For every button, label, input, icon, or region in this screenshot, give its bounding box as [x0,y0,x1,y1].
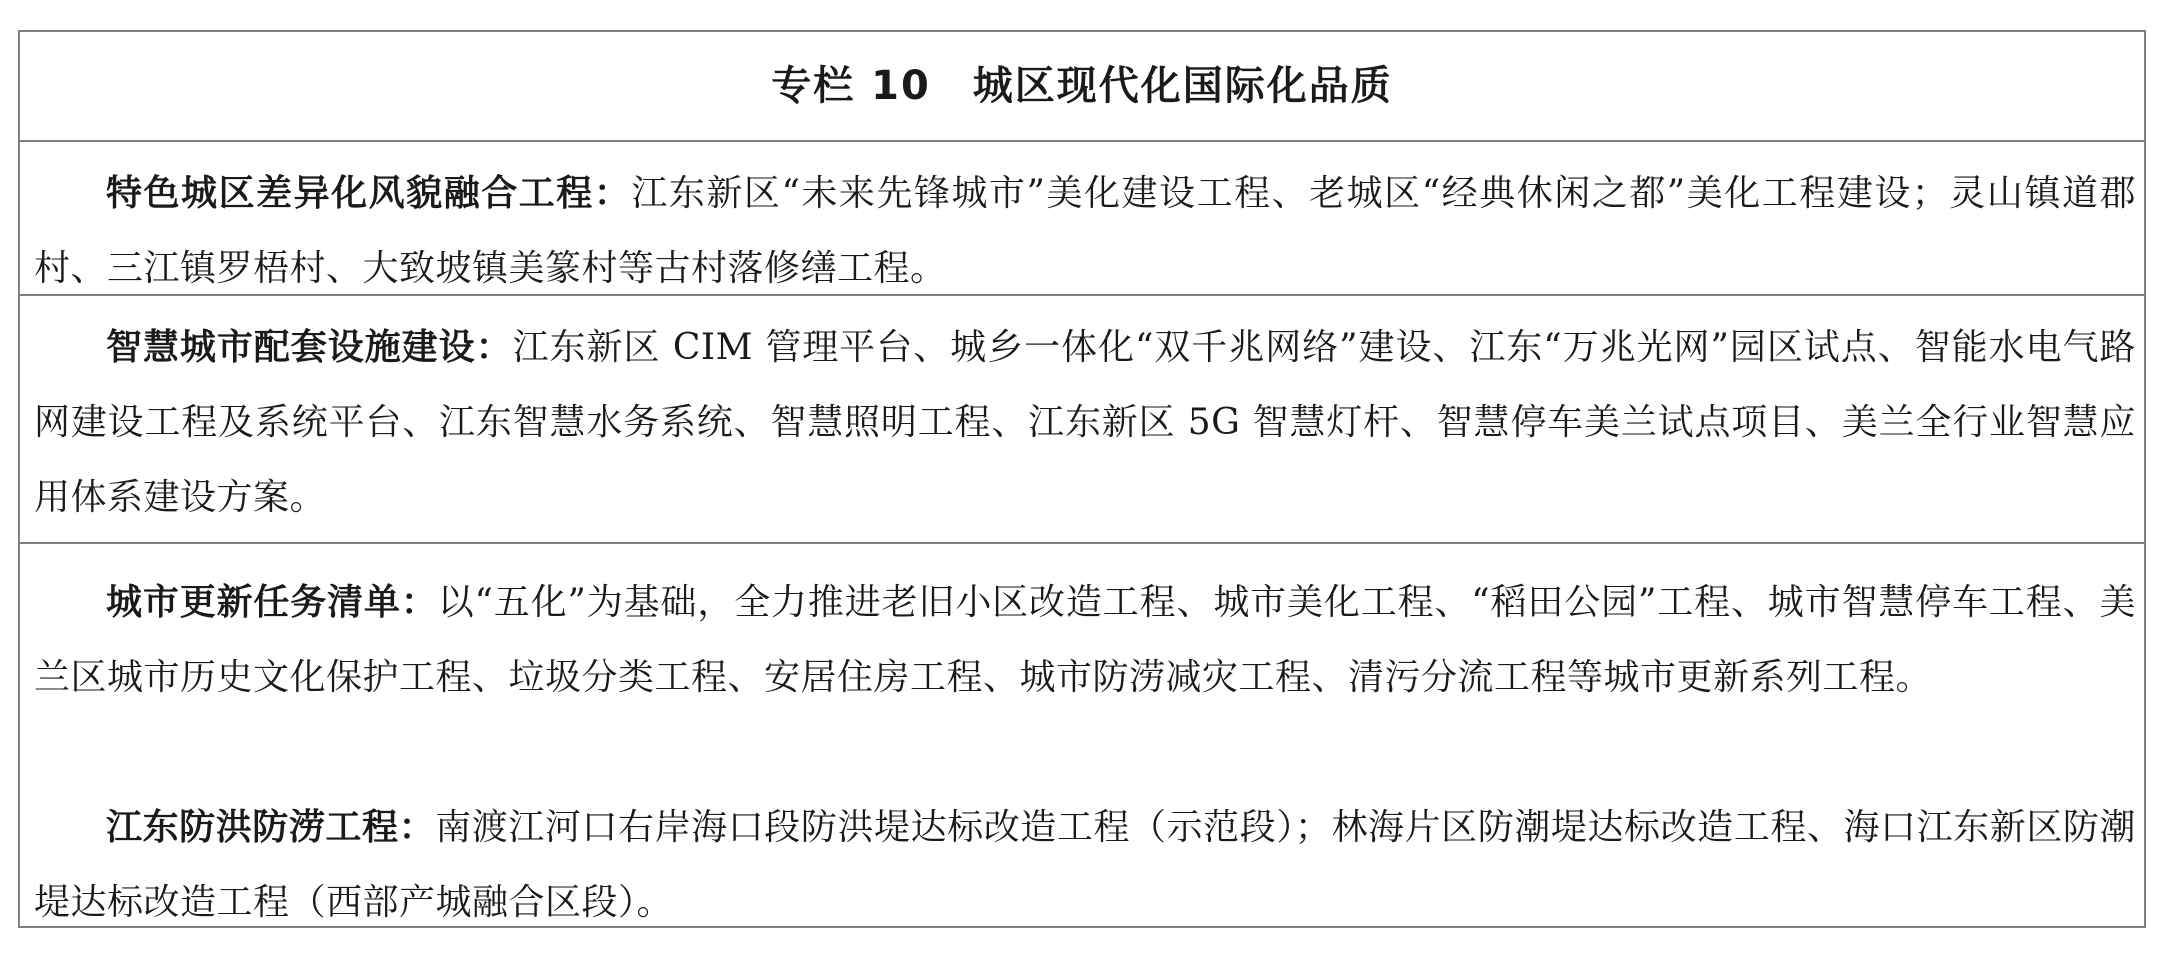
column-box [18,30,2146,928]
section-paragraph [34,310,2136,535]
section-heading: 特色城区差异化风貌融合工程： [106,173,632,214]
section-paragraph [34,156,2136,306]
section-body: 南渡江河口右岸海口段防洪堤达标改造工程（示范段）；林海片区防潮堤达标改造工程、海口江东新区防潮堤达标改造工程（西部产城融合区段）。 [34,807,2136,923]
section-paragraph [34,790,2136,940]
section-body: 江东新区“未来先锋城市”美化建设工程、老城区“经典休闲之都”美化工程建设；灵山镇道郡村、三江镇罗梧村、大致坡镇美篆村等古村落修缮工程。 [34,173,2136,289]
section-paragraph [34,565,2136,715]
section-body: 以“五化”为基础，全力推进老旧小区改造工程、城市美化工程、“稻田公园”工程、城市智慧停车工程、美兰区城市历史文化保护工程、垃圾分类工程、安居住房工程、城市防涝减灾工程、清污分流工程等城市更新系列工程。 [34,582,2136,698]
box-title: 专栏 10 城区现代化国际化品质 [771,63,1393,109]
section-row [20,542,2144,928]
section-heading: 智慧城市配套设施建设： [106,327,513,368]
section-heading: 江东防洪防涝工程： [106,807,436,848]
section-heading: 城市更新任务清单： [106,582,438,623]
section-row [20,140,2144,294]
section-body: 江东新区 CIM 管理平台、城乡一体化“双千兆网络”建设、江东“万兆光网”园区试点、智能水电气路网建设工程及系统平台、江东智慧水务系统、智慧照明工程、江东新区 5G 智慧灯杆、智慧停车美兰试点项目、美兰全行业智慧应用体系建设方案。 [34,327,2136,518]
title-row [20,32,2144,140]
section-row [20,294,2144,542]
